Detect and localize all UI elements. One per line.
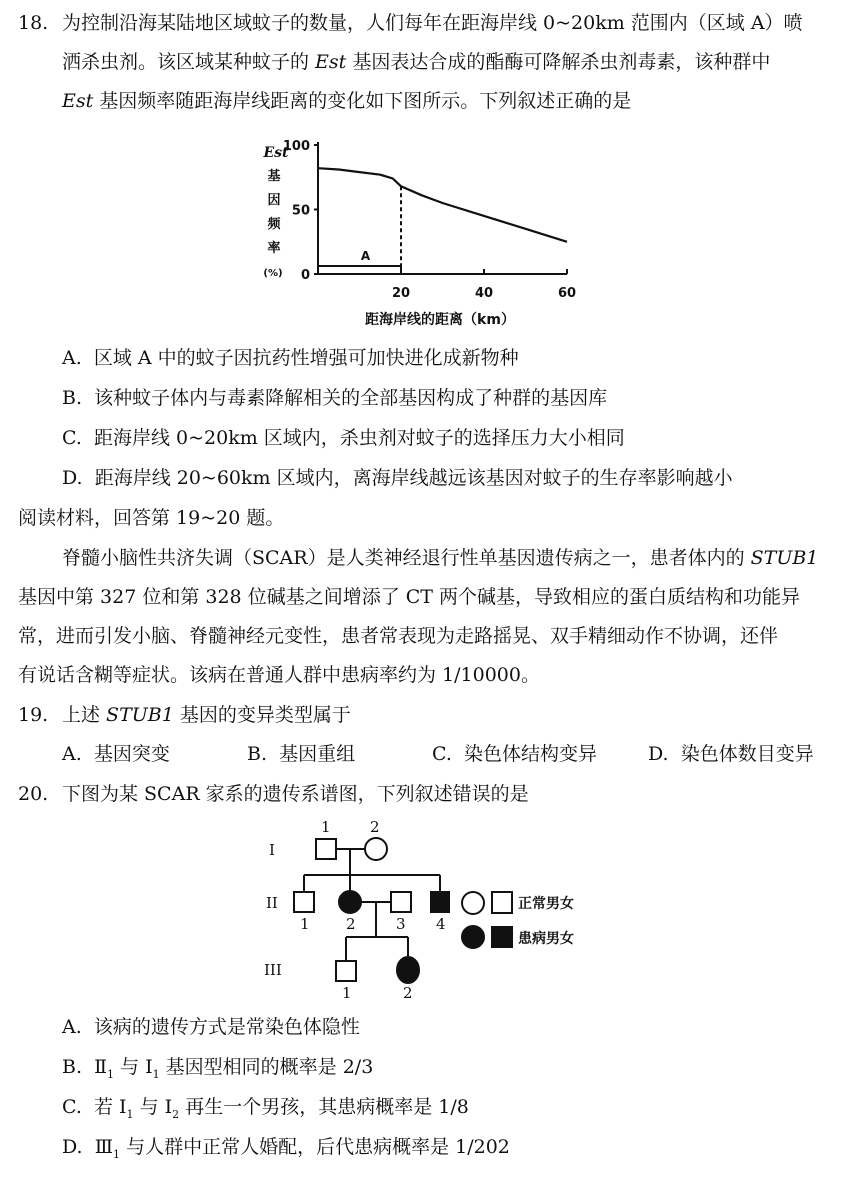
q20-option-a [62, 1014, 360, 1040]
x-tick-label: 20 [391, 286, 411, 301]
individual-number: 2 [346, 915, 356, 933]
option-text: 与人群中正常人婚配，后代患病概率是 1/202 [126, 1136, 510, 1158]
y-tick-label: 0 [300, 268, 310, 283]
q18-stem-line2-post: 基因表达合成的酯酶可降解杀虫剂毒素，该种群中 [346, 51, 771, 73]
y-axis-label-char: 频 [267, 217, 281, 232]
est-frequency-line [318, 168, 567, 242]
option-text: 基因突变 [93, 743, 170, 765]
option-text: 距海岸线 0~20km 区域内，杀虫剂对蚊子的选择压力大小相同 [94, 427, 625, 449]
individual-number: 2 [370, 818, 380, 836]
option-label: B. [62, 1056, 83, 1078]
legend-affected-male-symbol [492, 927, 512, 947]
y-axis-gene-label: Est [263, 145, 289, 161]
q20-option-d [62, 1134, 510, 1168]
option-text: 与 Ⅰ [139, 1096, 173, 1118]
scar-pedigree-diagram [0, 815, 848, 1010]
q19-number: 19. [18, 704, 49, 726]
option-label: B. [247, 743, 268, 765]
y-tick-label: 100 [282, 139, 310, 154]
individual-number: 3 [396, 915, 406, 933]
option-text: 基因型相同的概率是 2/3 [165, 1056, 374, 1078]
q19-stem-pre: 上述 [62, 704, 107, 726]
subscript: 1 [152, 1067, 160, 1081]
q18-option-a [62, 345, 519, 371]
option-text: 距海岸线 20~60km 区域内，离海岸线越远该基因对蚊子的生存率影响越小 [94, 467, 733, 489]
q19-stem-post: 基因的变异类型属于 [173, 704, 351, 726]
gene-name-stub1: STUB1 [750, 547, 819, 569]
pedigree-ii2-affected-female [339, 891, 361, 913]
reading-para-line1 [62, 545, 818, 571]
legend-normal-male-symbol [492, 892, 512, 913]
option-text: 该病的遗传方式是常染色体隐性 [93, 1016, 360, 1038]
option-label: C. [62, 1096, 82, 1118]
pedigree-iii2-affected-female [397, 957, 419, 983]
option-label: D. [62, 1136, 83, 1158]
q18-option-b [62, 385, 607, 411]
option-label: C. [62, 427, 82, 449]
generation-label-iii: III [264, 961, 282, 979]
q18-stem-line3-post: 基因频率随距海岸线距离的变化如下图所示。下列叙述正确的是 [93, 90, 632, 112]
generation-label-i: I [269, 841, 275, 859]
subscript: 1 [126, 1107, 134, 1121]
legend-normal-female-symbol [462, 892, 484, 914]
option-text: 与 Ⅰ [120, 1056, 153, 1078]
est-frequency-chart [0, 130, 848, 470]
q18-stem-line1: 为控制沿海某陆地区域蚊子的数量，人们每年在距海岸线 0~20km 范围内（区域 A）喷 [62, 12, 803, 34]
x-axis-label: 距海岸线的距离（km） [365, 312, 515, 328]
option-label: C. [432, 743, 452, 765]
q18-stem-line3 [62, 88, 631, 114]
option-text: 再生一个男孩，其患病概率是 1/8 [185, 1096, 469, 1118]
reading-para-line4: 有说话含糊等症状。该病在普通人群中患病率约为 1/10000。 [18, 664, 540, 686]
reading-para-line3: 常，进而引发小脑、脊髓神经元变性，患者常表现为走路摇晃、双手精细动作不协调，还伴 [18, 625, 779, 647]
pedigree-ii3-normal-male [391, 892, 411, 912]
gene-name-est: Est [315, 51, 347, 73]
option-text: 染色体数目变异 [680, 743, 814, 765]
gene-name-est: Est [62, 90, 94, 112]
subscript: 2 [172, 1107, 180, 1121]
option-text: 该种蚊子体内与毒素降解相关的全部基因构成了种群的基因库 [94, 387, 608, 409]
option-label: A. [62, 1016, 82, 1038]
option-text: 区域 A 中的蚊子因抗药性增强可加快进化成新物种 [93, 347, 519, 369]
option-text: 基因重组 [279, 743, 356, 765]
option-text: 染色体结构变异 [464, 743, 598, 765]
q20-stem: 下图为某 SCAR 家系的遗传系谱图，下列叙述错误的是 [62, 783, 529, 805]
individual-number: 1 [300, 915, 310, 933]
q20-option-b [62, 1054, 373, 1088]
region-a-label: A [360, 249, 371, 263]
legend-affected-label: 患病男女 [518, 931, 574, 947]
q18-option-c [62, 425, 625, 451]
x-tick-label: 40 [474, 286, 494, 301]
individual-number: 1 [342, 984, 352, 1002]
y-axis-label-char: 基 [267, 169, 281, 184]
reading-para-line2: 基因中第 327 位和第 328 位碱基之间增添了 CT 两个碱基，导致相应的蛋白质结构和功能异 [18, 586, 800, 608]
q19-option-a [62, 741, 170, 767]
option-label: D. [648, 743, 669, 765]
q18-stem-line2 [62, 49, 770, 75]
option-text: Ⅲ [94, 1136, 114, 1158]
q18-stem-line2-pre: 洒杀虫剂。该区域某种蚊子的 [62, 51, 316, 73]
q19-option-d [648, 741, 814, 767]
gene-name-stub1: STUB1 [106, 704, 174, 726]
subscript: 1 [107, 1067, 115, 1081]
pedigree-ii4-affected-male [431, 892, 449, 912]
q18-option-d [62, 465, 733, 491]
pedigree-i1-normal-male [316, 839, 336, 859]
pedigree-i2-normal-female [365, 838, 387, 860]
subscript: 1 [113, 1147, 121, 1161]
legend-normal-label: 正常男女 [518, 896, 574, 912]
option-label: B. [62, 387, 83, 409]
option-label: A. [62, 347, 82, 369]
option-label: A. [62, 743, 82, 765]
y-axis-unit: (%) [263, 268, 283, 279]
q19-stem [62, 702, 351, 728]
option-text: 若 Ⅰ [94, 1096, 127, 1118]
individual-number: 4 [436, 915, 446, 933]
option-label: D. [62, 467, 83, 489]
q20-option-c [62, 1094, 469, 1128]
x-tick-label: 60 [557, 286, 577, 301]
y-axis-label-char: 率 [267, 241, 281, 256]
y-tick-label: 50 [291, 203, 310, 219]
legend-affected-female-symbol [462, 926, 484, 948]
pedigree-iii1-normal-male [336, 961, 356, 981]
q19-option-c [432, 741, 597, 767]
q20-number: 20. [18, 783, 49, 805]
option-text: Ⅱ [94, 1056, 108, 1078]
pedigree-ii1-normal-male [294, 892, 314, 912]
reading-p1: 脊髓小脑性共济失调（SCAR）是人类神经退行性单基因遗传病之一，患者体内的 [62, 547, 751, 569]
q18-number: 18. [18, 12, 49, 34]
y-axis-label-char: 因 [267, 193, 281, 208]
q19-option-b [247, 741, 355, 767]
individual-number: 2 [403, 984, 413, 1002]
reading-intro: 阅读材料，回答第 19~20 题。 [18, 507, 285, 529]
individual-number: 1 [321, 818, 331, 836]
generation-label-ii: II [266, 894, 278, 912]
